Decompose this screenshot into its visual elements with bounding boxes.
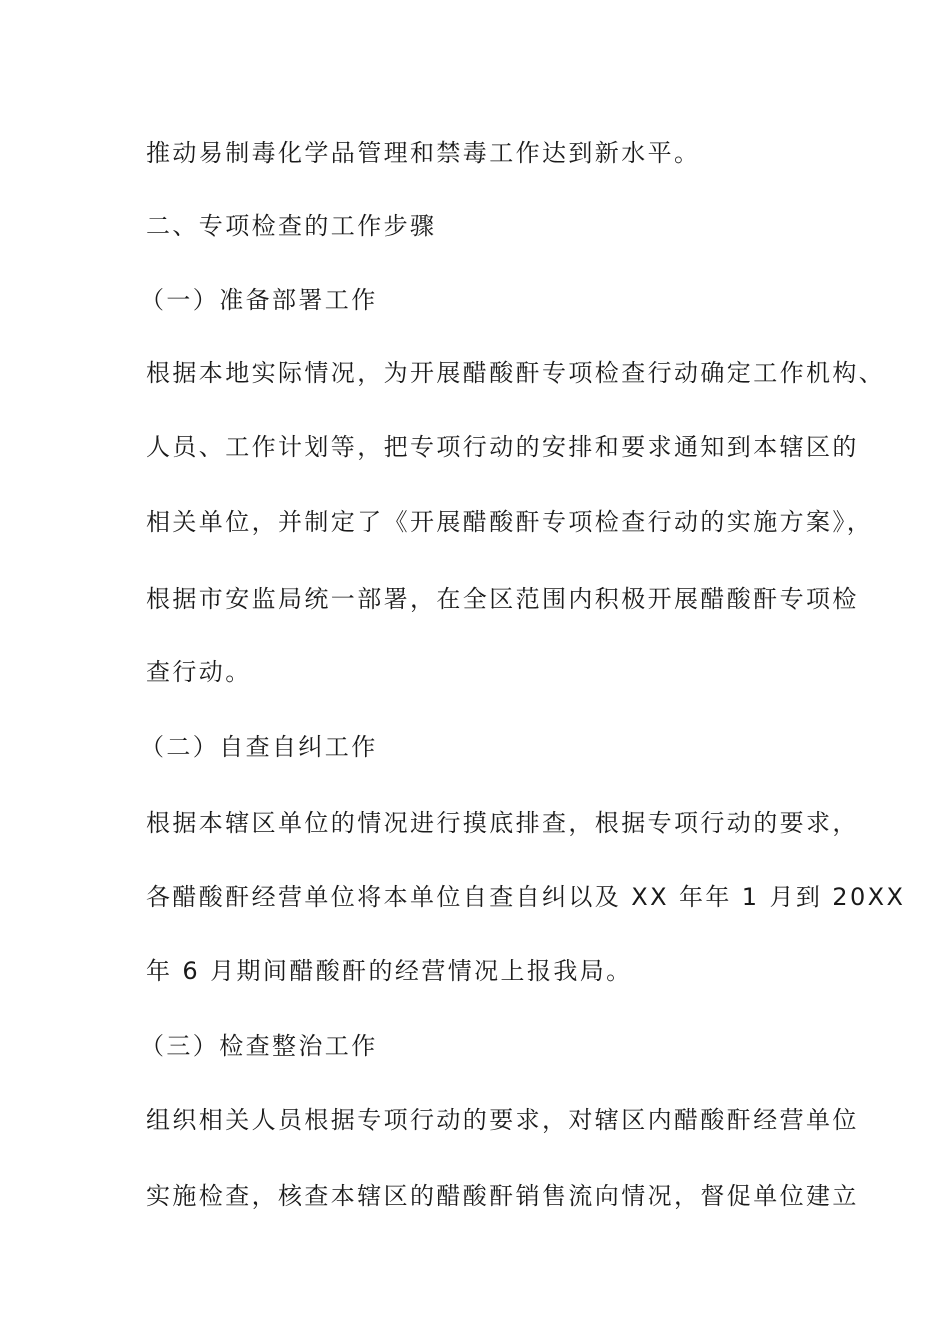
subsection-heading-2: （二）自查自纠工作 <box>140 733 378 761</box>
text-line-7: 根据市安监局统一部署，在全区范围内积极开展醋酸酐专项检 <box>146 585 859 613</box>
text-line-12: 年 6 月期间醋酸酐的经营情况上报我局。 <box>146 957 633 985</box>
subsection-heading-1: （一）准备部署工作 <box>140 286 378 314</box>
text-line-11: 各醋酸酐经营单位将本单位自查自纠以及 XX 年年 1 月到 20XX <box>146 883 906 911</box>
text-line-5: 人员、工作计划等，把专项行动的安排和要求通知到本辖区的 <box>146 433 859 461</box>
text-line-10: 根据本辖区单位的情况进行摸底排查，根据专项行动的要求， <box>146 809 859 837</box>
text-line-1: 推动易制毒化学品管理和禁毒工作达到新水平。 <box>146 139 701 167</box>
text-line-6: 相关单位，并制定了《开展醋酸酐专项检查行动的实施方案》， <box>146 508 874 536</box>
text-line-8: 查行动。 <box>146 658 252 686</box>
text-line-14: 组织相关人员根据专项行动的要求，对辖区内醋酸酐经营单位 <box>146 1106 859 1134</box>
text-line-15: 实施检查，核查本辖区的醋酸酐销售流向情况，督促单位建立 <box>146 1182 859 1210</box>
subsection-heading-3: （三）检查整治工作 <box>140 1032 378 1060</box>
section-heading-2: 二、专项检查的工作步骤 <box>146 212 437 240</box>
text-line-4: 根据本地实际情况，为开展醋酸酐专项检查行动确定工作机构、 <box>146 359 886 387</box>
